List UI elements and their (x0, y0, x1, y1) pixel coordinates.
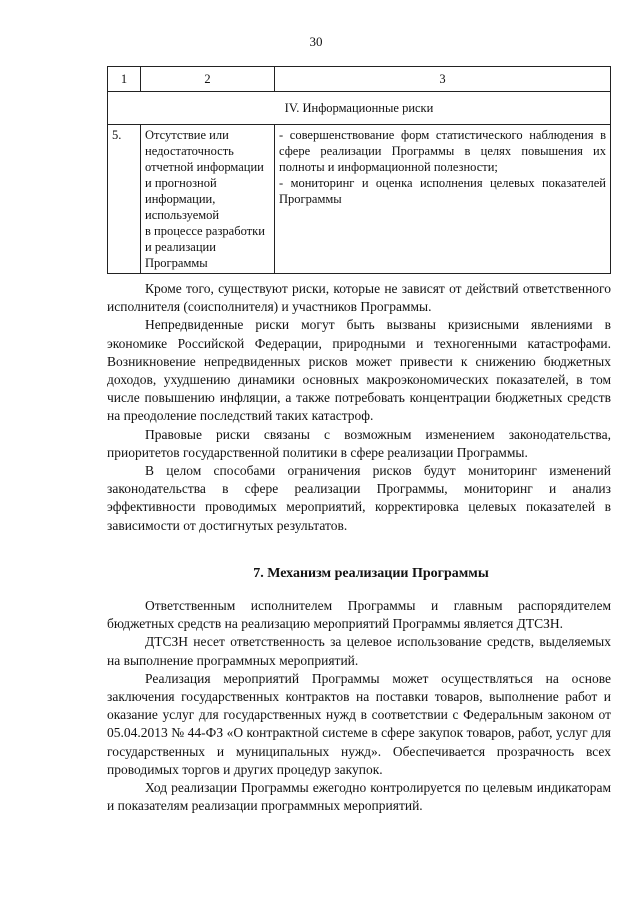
risk-measures (275, 125, 611, 274)
paragraph: Кроме того, существуют риски, которые не зависят от действий ответственного исполнителя (соисполнителя) и участников Программы. (107, 281, 611, 315)
risk-description (141, 125, 275, 274)
risk-table (107, 66, 611, 274)
section-heading: 7. Механизм реализации Программы (253, 566, 489, 581)
table-header-cell: 2 (141, 67, 275, 92)
table-row (108, 125, 611, 274)
risk-line: Программы (145, 256, 208, 270)
paragraph: Ход реализации Программы ежегодно контролируется по целевым индикаторам и показателям реализации программных мероприятий. (107, 780, 611, 814)
paragraph: В целом способами ограничения рисков будут мониторинг изменений законодательства в сфере реализации Программы, мониторинг и анализ эффективности проводимых мероприятий, корректировка целевых показателей в зависимости от достигнутых результатов. (107, 463, 611, 533)
table-header-cell: 1 (108, 67, 141, 92)
risk-line: в процессе разработки (145, 224, 265, 238)
measure-item: - мониторинг и оценка исполнения целевых показателей Программы (279, 176, 606, 206)
paragraph: Реализация мероприятий Программы может осуществляться на основе заключения государственных контрактов на поставки товаров, выполнение работ и оказание услуг для государственных нужд в соответствии с Федеральным законом от 05.04.2013 № 44-ФЗ «О контрактной системе в сфере закупок товаров, работ, услуг для государственных и муниципальных нужд». Обеспечивается прозрачность всех проводимых торгов и других процедур закупок. (107, 670, 611, 777)
measure-item: - совершенствование форм статистического наблюдения в сфере реализации Программы в целях повышения их полноты и информационной полезности; (279, 128, 606, 174)
paragraph: Правовые риски связаны с возможным изменением законодательства, приоритетов государственной политики в сфере реализации Программы. (107, 426, 611, 460)
table-section-row (108, 92, 611, 125)
paragraph: ДТСЗН несет ответственность за целевое использование средств, выделяемых на выполнение программных мероприятий. (107, 634, 611, 668)
risk-line: используемой (145, 208, 220, 222)
risk-line: Отсутствие или (145, 128, 229, 142)
section-title: IV. Информационные риски (108, 92, 611, 125)
paragraph: Ответственным исполнителем Программы и главным распорядителем бюджетных средств на реализацию мероприятий Программы является ДТСЗН. (107, 598, 611, 632)
row-number: 5. (108, 125, 141, 274)
risk-line: информации, (145, 192, 216, 206)
risk-line: и прогнозной (145, 176, 217, 190)
risk-line: и реализации (145, 240, 216, 254)
risk-line: отчетной информации (145, 160, 264, 174)
page-number: 30 (309, 34, 323, 49)
paragraph: Непредвиденные риски могут быть вызваны кризисными явлениями в экономике Российской Федерации, природными и техногенными катастрофами. Возникновение непредвиденных рисков может привести к снижению бюджетных доходов, ухудшению динамики основных макроэкономических показателей, в том числе повышению инфляции, а также потребовать концентрации бюджетных средств на преодоление последствий таких катастроф. (107, 317, 611, 424)
risks-text-block (107, 280, 611, 535)
mechanism-text-block (107, 597, 611, 815)
table-header-cell: 3 (275, 67, 611, 92)
table-header-row (108, 67, 611, 92)
risk-line: недостаточность (145, 144, 234, 158)
